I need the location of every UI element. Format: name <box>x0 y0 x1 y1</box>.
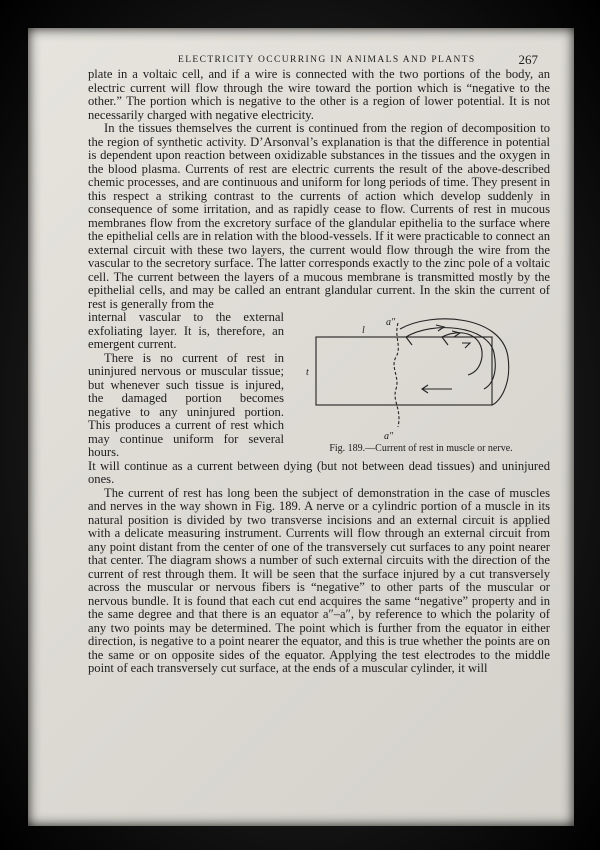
paragraph-2-continued: internal vascular to the external exfoliating layer. It is, therefore, an emergent current. <box>88 310 284 351</box>
paragraph-3-continued: It will continue as a current between dying (but not between dead tissues) and uninjured ones. <box>88 458 550 486</box>
figure-189 <box>292 311 550 460</box>
figure-caption: Fig. 189.—Current of rest in muscle or nerve. <box>329 443 513 454</box>
circuit-stubs <box>406 337 448 345</box>
figure-diagram <box>302 317 512 441</box>
paragraph-1: plate in a voltaic cell, and if a wire is connected with the two portions of the body, an electric current will flow through the wire toward the portion which is “negative to the other.” The portion which is negative to the other is a region of lower potential. It is not necessarily charged with negative electricity. <box>88 67 550 122</box>
book-page <box>28 28 574 826</box>
label-l: l <box>362 325 365 336</box>
label-a-bottom: a″ <box>384 431 394 441</box>
label-t: t <box>306 367 309 378</box>
circuit-arrow-head-3 <box>462 343 470 348</box>
circuit-arrow-head-2 <box>452 331 460 337</box>
body-text <box>88 68 550 676</box>
paragraph-2: In the tissues themselves the current is continued from the region of decomposition to the region of synthetic activity. D’Arsonval’s explanation is that the difference in potential is dependent upon reaction between oxidizable substances in the tissues and the oxygen in the blood plasma. Currents of rest are electric currents the result of the above-described chemic processes, and are continuous and uniform for long periods of time. They present in this respect a striking contrast to the currents of action which develop suddenly in consequence of some irritation, and as rapidly cease to flow. Currents of rest in mucous membranes flow from the excretory surface of the glandular epithelia to the surface where the epithelial cells are in relation with the blood-vessels. If it were practicable to connect an external circuit with these two layers, the current would flow through the wire from the vascular to the secretory surface. The latter corresponds exactly to the zinc pole of a voltaic cell. The current between the layers of a mucous membrane is transmitted mostly by the epithelial cells, and may be called an entrant glandular current. In the skin the current of rest is generally from the <box>88 121 550 311</box>
label-a-top: a″ <box>386 317 396 328</box>
running-head: ELECTRICITY OCCURRING IN ANIMALS AND PLANTS <box>178 55 476 65</box>
text-with-figure <box>88 311 550 460</box>
page-number: 267 <box>518 52 538 67</box>
paragraph-3: There is no current of rest in uninjured nervous or muscular tissue; but whenever such tissue is injured, the damaged portion becomes negative to any uninjured portion. This produces a current of rest which may continue uniform for several hours. <box>88 350 284 459</box>
inner-circuit <box>442 333 482 375</box>
paragraph-4: The current of rest has long been the subject of demonstration in the case of muscles and nerves in the way shown in Fig. 189. A nerve or a cylindric portion of a muscle in its natural position is divided by two transverse incisions and an external circuit is applied with a delicate measuring instrument. Currents will flow through an external circuit from any point distant from the center of one of the transversely cut surfaces to any point nearer that center. The diagram shows a number of such external circuits with the direction of the current of rest through them. It will be seen that the surface injured by a cut transversely across the muscular or nervous fibers is “negative” to other parts of the muscular or nervous bundle. It is found that each cut end acquires the same “negative” property and in the same degree and that there is an equator a″–a″, by reference to which the polarity of any two points may be determined. The point which is further from the equator in either direction, is negative to a point nearer the equator, and this is true whether the points are on the same or on opposite sides of the equator. Applying the test electrodes to the middle point of each transversely cut surface, at the ends of a muscular cylinder, it will <box>88 485 550 675</box>
left-column <box>88 311 284 460</box>
equator-line <box>394 323 399 427</box>
